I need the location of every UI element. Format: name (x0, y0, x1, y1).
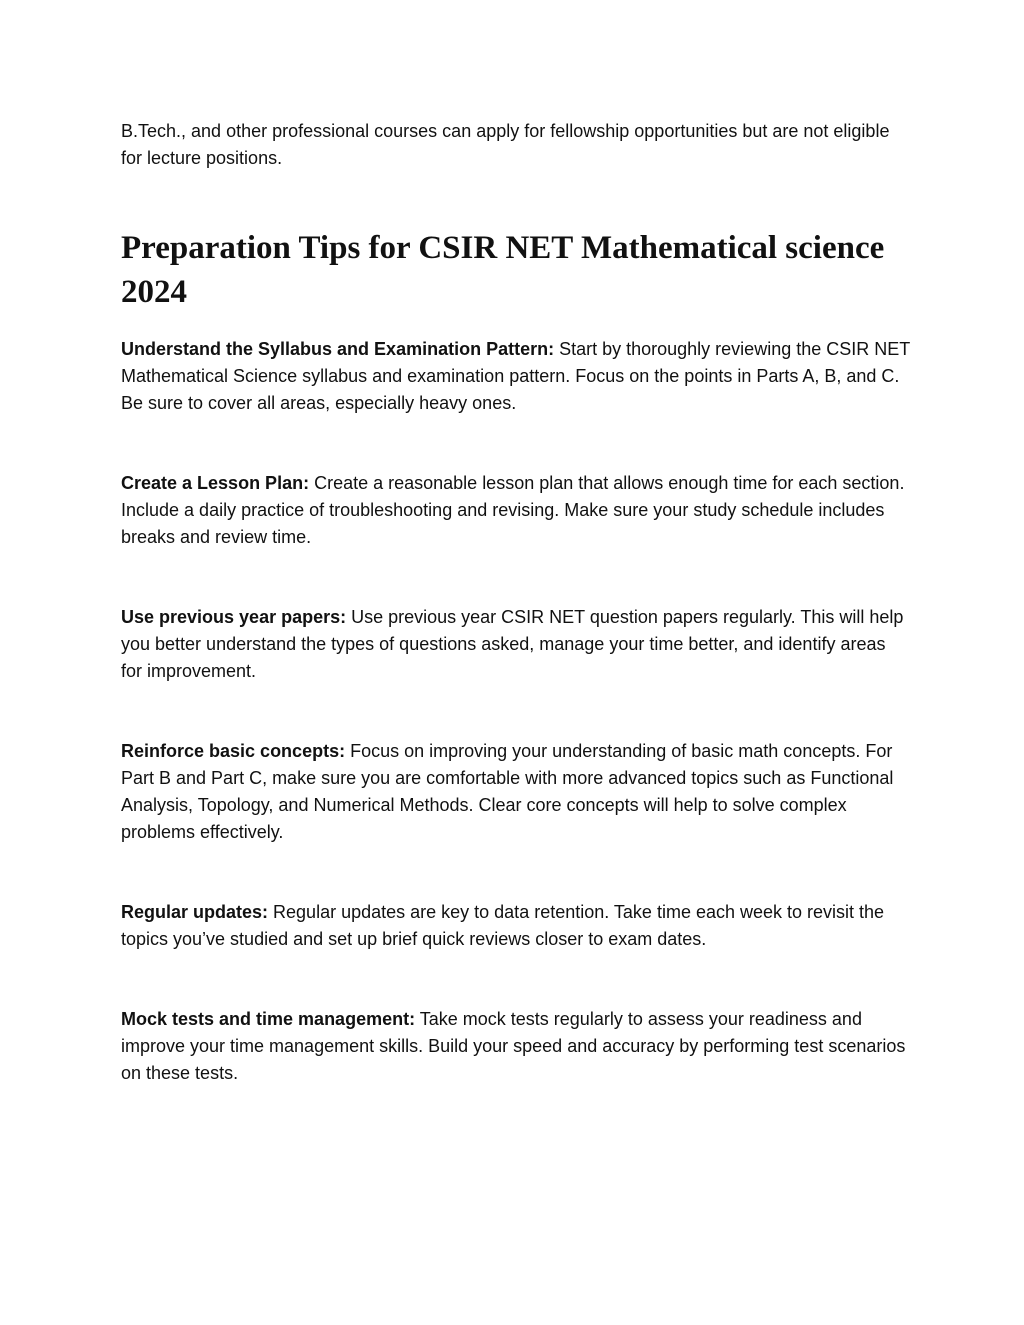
tip-title: Reinforce basic concepts: (121, 741, 346, 761)
tip-title: Regular updates: (121, 902, 269, 922)
tip-text: Start by thoroughly reviewing the CSIR NET Mathematical Science syllabus and examination pattern. Focus on the points in Parts A, B, and C. Be sure to cover all areas, especially heavy ones. (121, 339, 910, 413)
tip-regular-updates (121, 899, 911, 953)
tip-title: Create a Lesson Plan: (121, 473, 310, 493)
tip-text: Create a reasonable lesson plan that allows enough time for each section. Include a daily practice of troubleshooting and revising. Make sure your study schedule includes breaks and review time. (121, 473, 905, 547)
tip-title: Mock tests and time management: (121, 1009, 416, 1029)
tip-text: Take mock tests regularly to assess your readiness and improve your time management skills. Build your speed and accuracy by performing test scenarios on these tests. (121, 1009, 906, 1083)
intro-paragraph: B.Tech., and other professional courses can apply for fellowship opportunities but are not eligible for lecture positions. (121, 121, 890, 168)
tip-title: Understand the Syllabus and Examination Pattern: (121, 339, 555, 359)
tip-text: Focus on improving your understanding of basic math concepts. For Part B and Part C, make sure you are comfortable with more advanced topics such as Functional Analysis, Topology, and Numerical Methods. Clear core concepts will help to solve complex problems effectively. (121, 741, 894, 842)
tip-previous-papers (121, 604, 911, 685)
tip-title: Use previous year papers: (121, 607, 347, 627)
tip-lesson-plan (121, 470, 911, 551)
tip-text: Regular updates are key to data retention. Take time each week to revisit the topics you’ve studied and set up brief quick reviews closer to exam dates. (121, 902, 885, 949)
tip-text: Use previous year CSIR NET question papers regularly. This will help you better understand the types of questions asked, manage your time better, and identify areas for improvement. (121, 607, 904, 681)
tip-syllabus (121, 336, 911, 417)
tip-basic-concepts (121, 738, 911, 846)
tip-mock-tests (121, 1006, 911, 1087)
section-heading: Preparation Tips for CSIR NET Mathematical science 2024 (121, 230, 885, 310)
